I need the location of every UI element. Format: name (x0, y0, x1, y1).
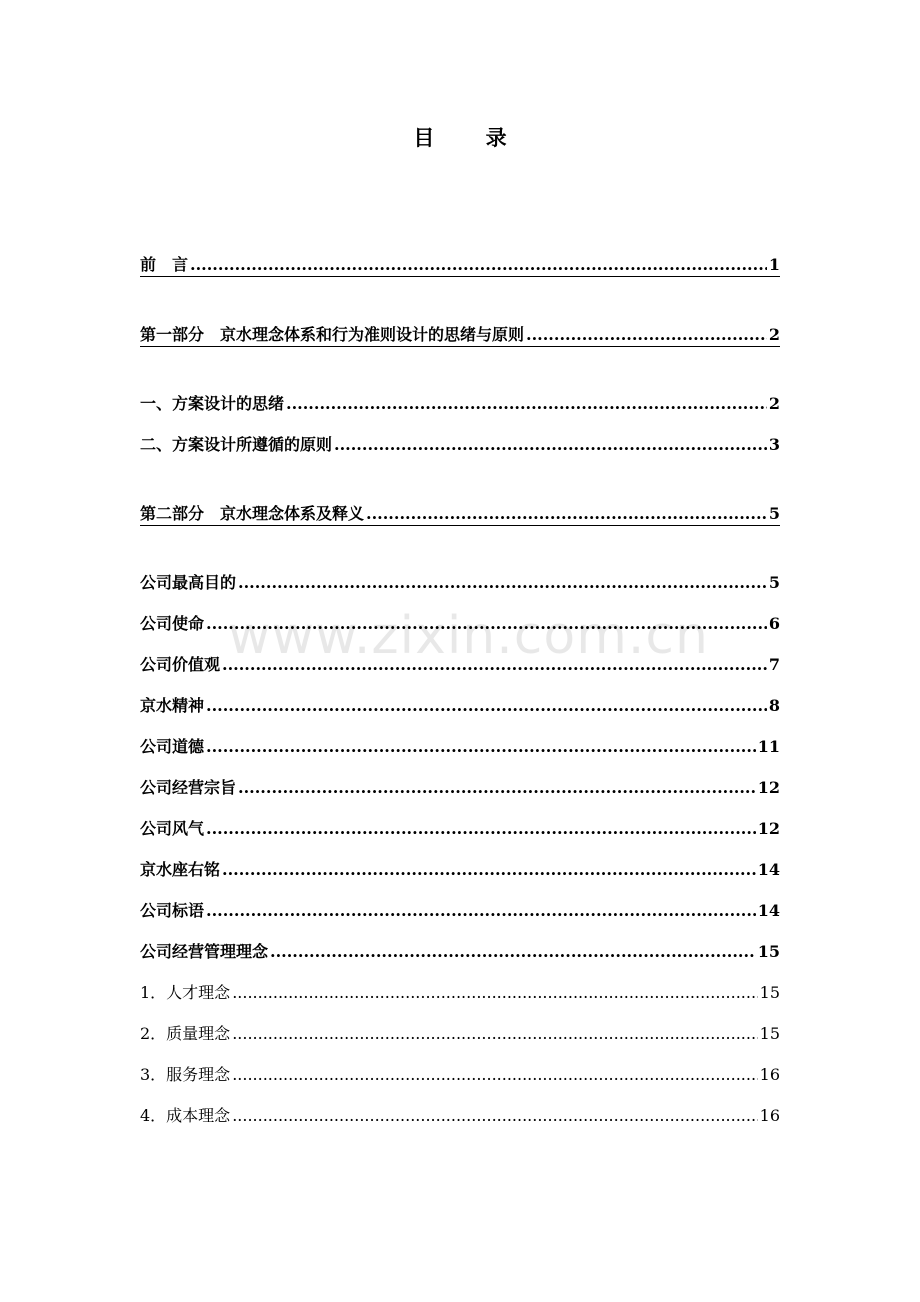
toc-entry-page: 5 (768, 504, 780, 523)
toc-entry-label: 公司经营管理理念 (140, 942, 269, 961)
toc-entry-page: 14 (757, 860, 780, 879)
toc-entry-page: 15 (759, 983, 780, 1002)
toc-leader-dots (206, 818, 756, 840)
toc-leader-dots (206, 613, 767, 635)
toc-entry-label: 公司经营宗旨 (140, 778, 237, 797)
toc-entry-label: 京水精神 (140, 696, 205, 715)
toc-entry-preface[interactable] (140, 254, 780, 277)
toc-leader-dots (334, 434, 767, 456)
toc-entry[interactable] (140, 941, 780, 963)
toc-entry[interactable] (140, 818, 780, 840)
toc-entry-label: 京水座右铭 (140, 860, 221, 879)
watermark: www.zixin.com.cn (228, 606, 709, 666)
toc-subentry[interactable] (140, 1064, 780, 1086)
toc-entry-label: 二、方案设计所遵循的原则 (140, 435, 333, 454)
toc-entry-label: 一、方案设计的思绪 (140, 394, 285, 413)
toc-entry[interactable] (140, 613, 780, 635)
toc-leader-dots (232, 1105, 757, 1127)
toc-entry-label: 3．服务理念 (140, 1065, 231, 1084)
toc-entry[interactable] (140, 900, 780, 922)
toc-entry-page: 16 (759, 1106, 780, 1125)
toc-entry-label: 1．人才理念 (140, 983, 231, 1002)
toc-leader-dots (232, 982, 757, 1004)
toc-entry-label: 前 言 (140, 255, 189, 274)
toc-entry[interactable] (140, 695, 780, 717)
toc-leader-dots (286, 393, 767, 415)
toc-entry-page: 7 (768, 655, 780, 674)
toc-entry[interactable] (140, 393, 780, 415)
toc-entry-page: 11 (757, 737, 780, 756)
toc-leader-dots (206, 900, 756, 922)
toc-entry-label: 公司标语 (140, 901, 205, 920)
toc-entry-label: 2．质量理念 (140, 1024, 231, 1043)
toc-leader-dots (270, 941, 756, 963)
toc-leader-dots (238, 572, 767, 594)
toc-leader-dots (232, 1064, 757, 1086)
toc-entry-label: 公司价值观 (140, 655, 221, 674)
toc-entry-page: 5 (768, 573, 780, 592)
toc-entry-label: 公司最高目的 (140, 573, 237, 592)
toc-leader-dots (232, 1023, 757, 1045)
toc-entry-part-one[interactable] (140, 324, 780, 347)
toc-entry-page: 1 (768, 255, 780, 274)
toc-leader-dots (222, 859, 756, 881)
toc-subentry[interactable] (140, 1023, 780, 1045)
toc-entry-part-two[interactable] (140, 503, 780, 526)
toc-entry-page: 2 (768, 394, 780, 413)
toc-entry[interactable] (140, 654, 780, 676)
toc-entry-page: 6 (768, 614, 780, 633)
toc-entry-label: 公司道德 (140, 737, 205, 756)
toc-leader-dots (238, 777, 756, 799)
toc-entry-page: 16 (759, 1065, 780, 1084)
toc-entry-page: 15 (759, 1024, 780, 1043)
toc-entry[interactable] (140, 777, 780, 799)
toc-subentry[interactable] (140, 982, 780, 1004)
toc-leader-dots (206, 695, 767, 717)
toc-entry-label: 第二部分 京水理念体系及释义 (140, 504, 365, 523)
toc-entry-page: 14 (757, 901, 780, 920)
toc-entry-page: 12 (757, 819, 780, 838)
toc-entry-page: 15 (757, 942, 780, 961)
toc-leader-dots (206, 736, 756, 758)
toc-subentry[interactable] (140, 1105, 780, 1127)
toc-leader-dots (222, 654, 767, 676)
toc-entry-label: 公司使命 (140, 614, 205, 633)
toc-entry-page: 12 (757, 778, 780, 797)
toc-entry-page: 2 (768, 325, 780, 344)
toc-entry-label: 第一部分 京水理念体系和行为准则设计的思绪与原则 (140, 325, 525, 344)
toc-entry-label: 公司风气 (140, 819, 205, 838)
toc-entry[interactable] (140, 572, 780, 594)
toc-entry[interactable] (140, 859, 780, 881)
toc-entry[interactable] (140, 736, 780, 758)
toc-entry-page: 8 (768, 696, 780, 715)
toc-entry-page: 3 (768, 435, 780, 454)
page-title: 目 录 (413, 125, 529, 150)
toc-entry-label: 4．成本理念 (140, 1106, 231, 1125)
toc-leader-dots (526, 324, 767, 346)
toc-entry[interactable] (140, 434, 780, 456)
toc-leader-dots (366, 503, 767, 525)
toc-leader-dots (190, 254, 767, 276)
